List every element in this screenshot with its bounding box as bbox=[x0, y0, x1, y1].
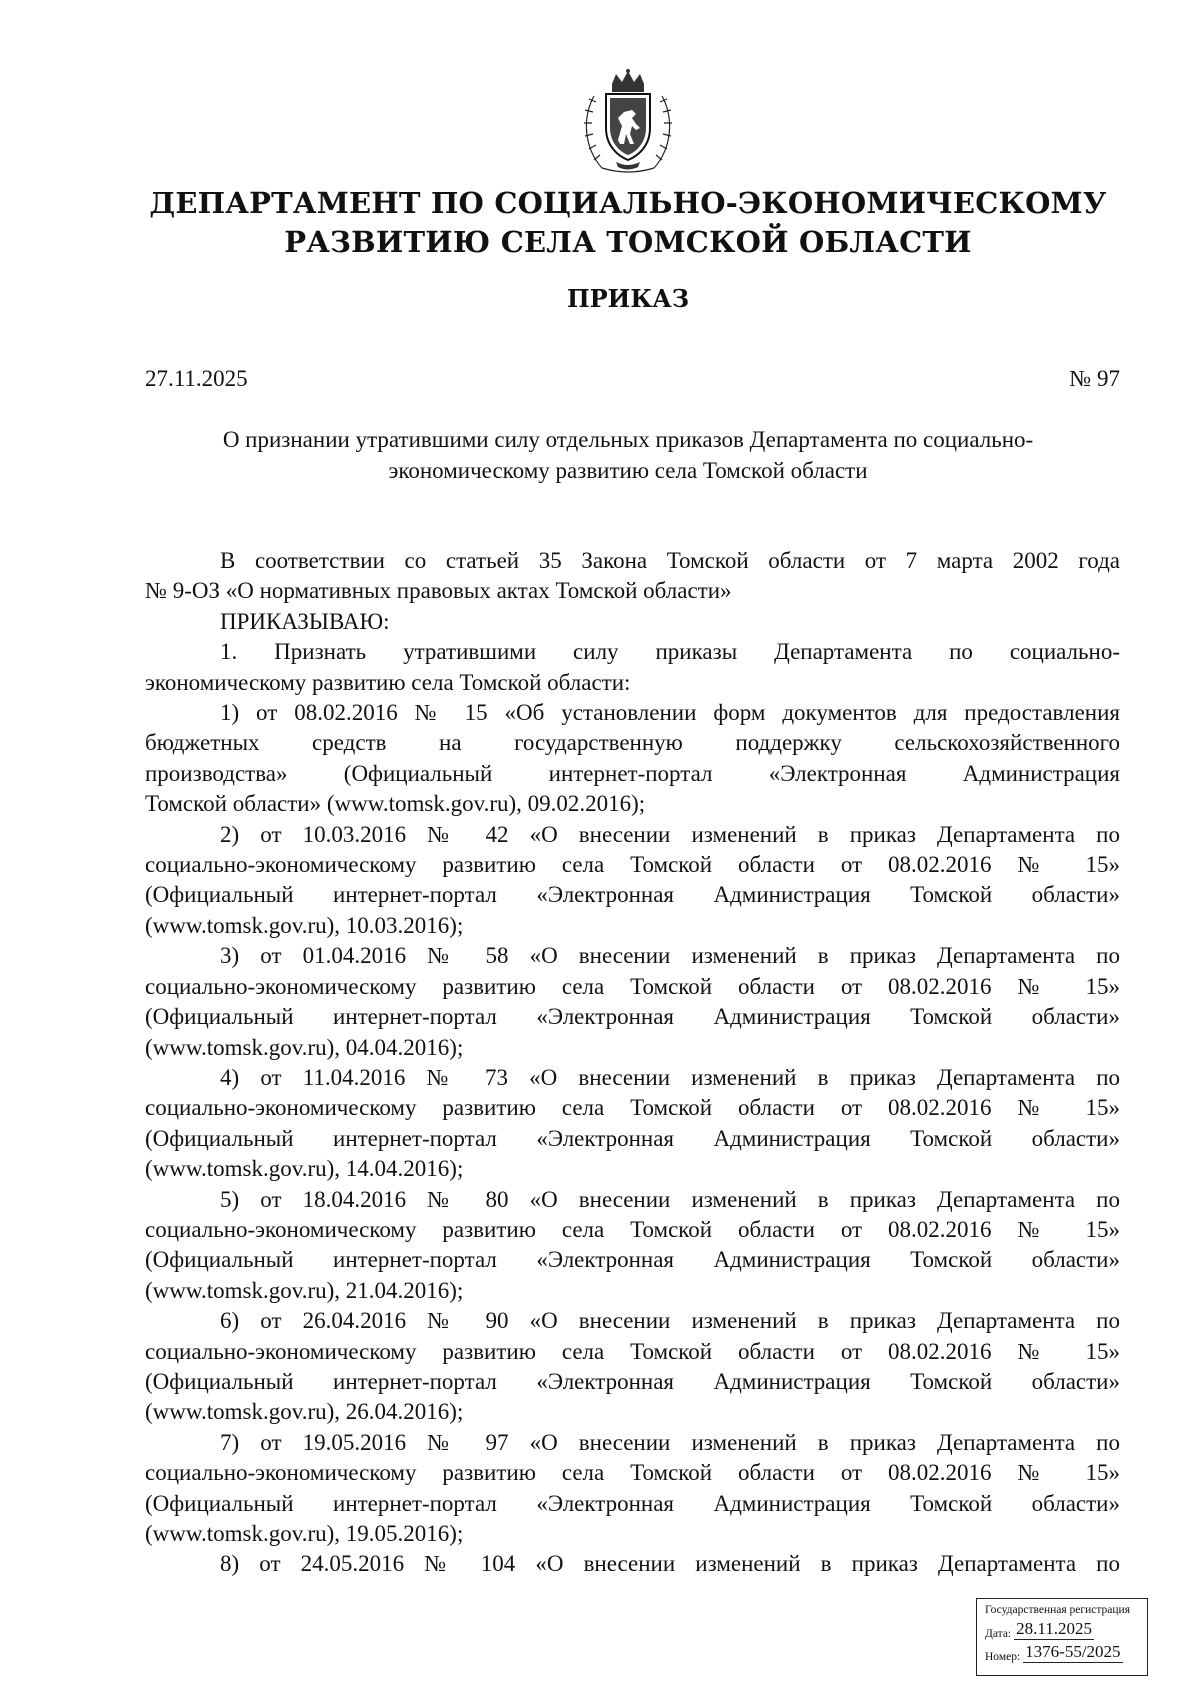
text-line: № 9-ОЗ «О нормативных правовых актах Томской области» bbox=[145, 578, 732, 604]
stamp-date-row bbox=[985, 1619, 1141, 1640]
text-line: социально-экономическому развитию села Томской области от 08.02.2016 № 15» bbox=[145, 852, 1120, 878]
text-line: 1) от 08.02.2016 № 15 «Об установлении форм документов для предоставления bbox=[220, 700, 1120, 726]
stamp-number-label: Номер: bbox=[985, 1651, 1021, 1663]
text-line: 7) от 19.05.2016 № 97 «О внесении изменений в приказ Департамента по bbox=[220, 1429, 1120, 1455]
organization-title-line-1: ДЕПАРТАМЕНТ ПО СОЦИАЛЬНО-ЭКОНОМИЧЕСКОМУ bbox=[149, 186, 1107, 220]
document-body bbox=[145, 546, 1120, 1580]
subitem-5-paragraph bbox=[145, 1185, 1120, 1307]
text-line: (www.tomsk.gov.ru), 10.03.2016); bbox=[145, 912, 464, 938]
text-line: (Официальный интернет-портал «Электронная Администрация Томской области» bbox=[145, 882, 1120, 908]
text-line: социально-экономическому развитию села Томской области от 08.02.2016 № 15» bbox=[145, 973, 1120, 999]
text-line: бюджетных средств на государственную поддержку сельскохозяйственного bbox=[145, 730, 1120, 756]
text-line: (www.tomsk.gov.ru), 04.04.2016); bbox=[145, 1034, 464, 1060]
text-line: социально-экономическому развитию села Томской области от 08.02.2016 № 15» bbox=[145, 1460, 1120, 1486]
organization-title bbox=[120, 184, 1136, 262]
subject-line-1: О признании утратившими силу отдельных приказов Департамента по социально- bbox=[222, 427, 1034, 452]
text-line: 8) от 24.05.2016 № 104 «О внесении изменений в приказ Департамента по bbox=[220, 1551, 1120, 1577]
subitem-3-paragraph bbox=[145, 941, 1120, 1063]
text-line: социально-экономическому развитию села Томской области от 08.02.2016 № 15» bbox=[145, 1095, 1120, 1121]
item-1-paragraph bbox=[145, 637, 1120, 698]
document-number: № 97 bbox=[1069, 366, 1120, 391]
subject-line-2: экономическому развитию села Томской области bbox=[388, 458, 868, 483]
document-date: 27.11.2025 bbox=[145, 366, 248, 391]
text-line: (www.tomsk.gov.ru), 21.04.2016); bbox=[145, 1277, 464, 1303]
text-line: (Официальный интернет-портал «Электронная Администрация Томской области» bbox=[145, 1247, 1120, 1273]
coat-of-arms-icon bbox=[572, 68, 684, 180]
text-line: (Официальный интернет-портал «Электронная Администрация Томской области» bbox=[145, 1490, 1120, 1516]
text-line: 4) от 11.04.2016 № 73 «О внесении изменений в приказ Департамента по bbox=[220, 1064, 1120, 1090]
text-line: (www.tomsk.gov.ru), 19.05.2016); bbox=[145, 1521, 464, 1546]
stamp-number-value: 1376-55/2025 bbox=[1025, 1642, 1121, 1661]
document-subject bbox=[150, 424, 1106, 486]
text-line: (Официальный интернет-портал «Электронная Администрация Томской области» bbox=[145, 1125, 1120, 1151]
subitem-6-paragraph bbox=[145, 1306, 1120, 1428]
text-line: 1. Признать утратившими силу приказы Департамента по социально- bbox=[220, 639, 1120, 665]
text-line: 5) от 18.04.2016 № 80 «О внесении изменений в приказ Департамента по bbox=[220, 1186, 1120, 1212]
text-line: ПРИКАЗЫВАЮ: bbox=[220, 608, 390, 634]
order-word bbox=[145, 607, 1120, 637]
subitem-2-paragraph bbox=[145, 820, 1120, 942]
text-line: В соответствии со статьей 35 Закона Томской области от 7 марта 2002 года bbox=[220, 548, 1120, 573]
text-line: (www.tomsk.gov.ru), 14.04.2016); bbox=[145, 1156, 464, 1182]
stamp-date-value: 28.11.2025 bbox=[1016, 1619, 1092, 1638]
text-line: экономическому развитию села Томской области: bbox=[145, 669, 631, 695]
subitem-4-paragraph bbox=[145, 1063, 1120, 1185]
text-line: социально-экономическому развитию села Томской области от 08.02.2016 № 15» bbox=[145, 1216, 1120, 1242]
text-line: производства» (Официальный интернет-портал «Электронная Администрация bbox=[145, 760, 1120, 786]
registration-stamp bbox=[976, 1598, 1148, 1676]
text-line: (www.tomsk.gov.ru), 26.04.2016); bbox=[145, 1399, 464, 1425]
text-line: 6) от 26.04.2016 № 90 «О внесении изменений в приказ Департамента по bbox=[220, 1308, 1120, 1334]
organization-title-line-2: РАЗВИТИЮ СЕЛА ТОМСКОЙ ОБЛАСТИ bbox=[284, 225, 972, 259]
preamble-paragraph bbox=[145, 546, 1120, 607]
text-line: 2) от 10.03.2016 № 42 «О внесении изменений в приказ Департамента по bbox=[220, 821, 1120, 847]
stamp-number-row bbox=[985, 1642, 1141, 1663]
text-line: (Официальный интернет-портал «Электронная Администрация Томской области» bbox=[145, 1368, 1120, 1394]
text-line: социально-экономическому развитию села Томской области от 08.02.2016 № 15» bbox=[145, 1338, 1120, 1364]
stamp-caption: Государственная регистрация bbox=[985, 1604, 1130, 1616]
text-line: Томской области» (www.tomsk.gov.ru), 09.02.2016); bbox=[145, 791, 646, 817]
text-line: (Официальный интернет-портал «Электронная Администрация Томской области» bbox=[145, 1004, 1120, 1030]
subitem-7-paragraph bbox=[145, 1428, 1120, 1550]
subitem-1-paragraph bbox=[145, 698, 1120, 820]
stamp-date-label: Дата: bbox=[985, 1628, 1012, 1640]
subitem-8-paragraph bbox=[145, 1549, 1120, 1579]
document-kind: ПРИКАЗ bbox=[566, 284, 690, 313]
text-line: 3) от 01.04.2016 № 58 «О внесении изменений в приказ Департамента по bbox=[220, 943, 1120, 969]
